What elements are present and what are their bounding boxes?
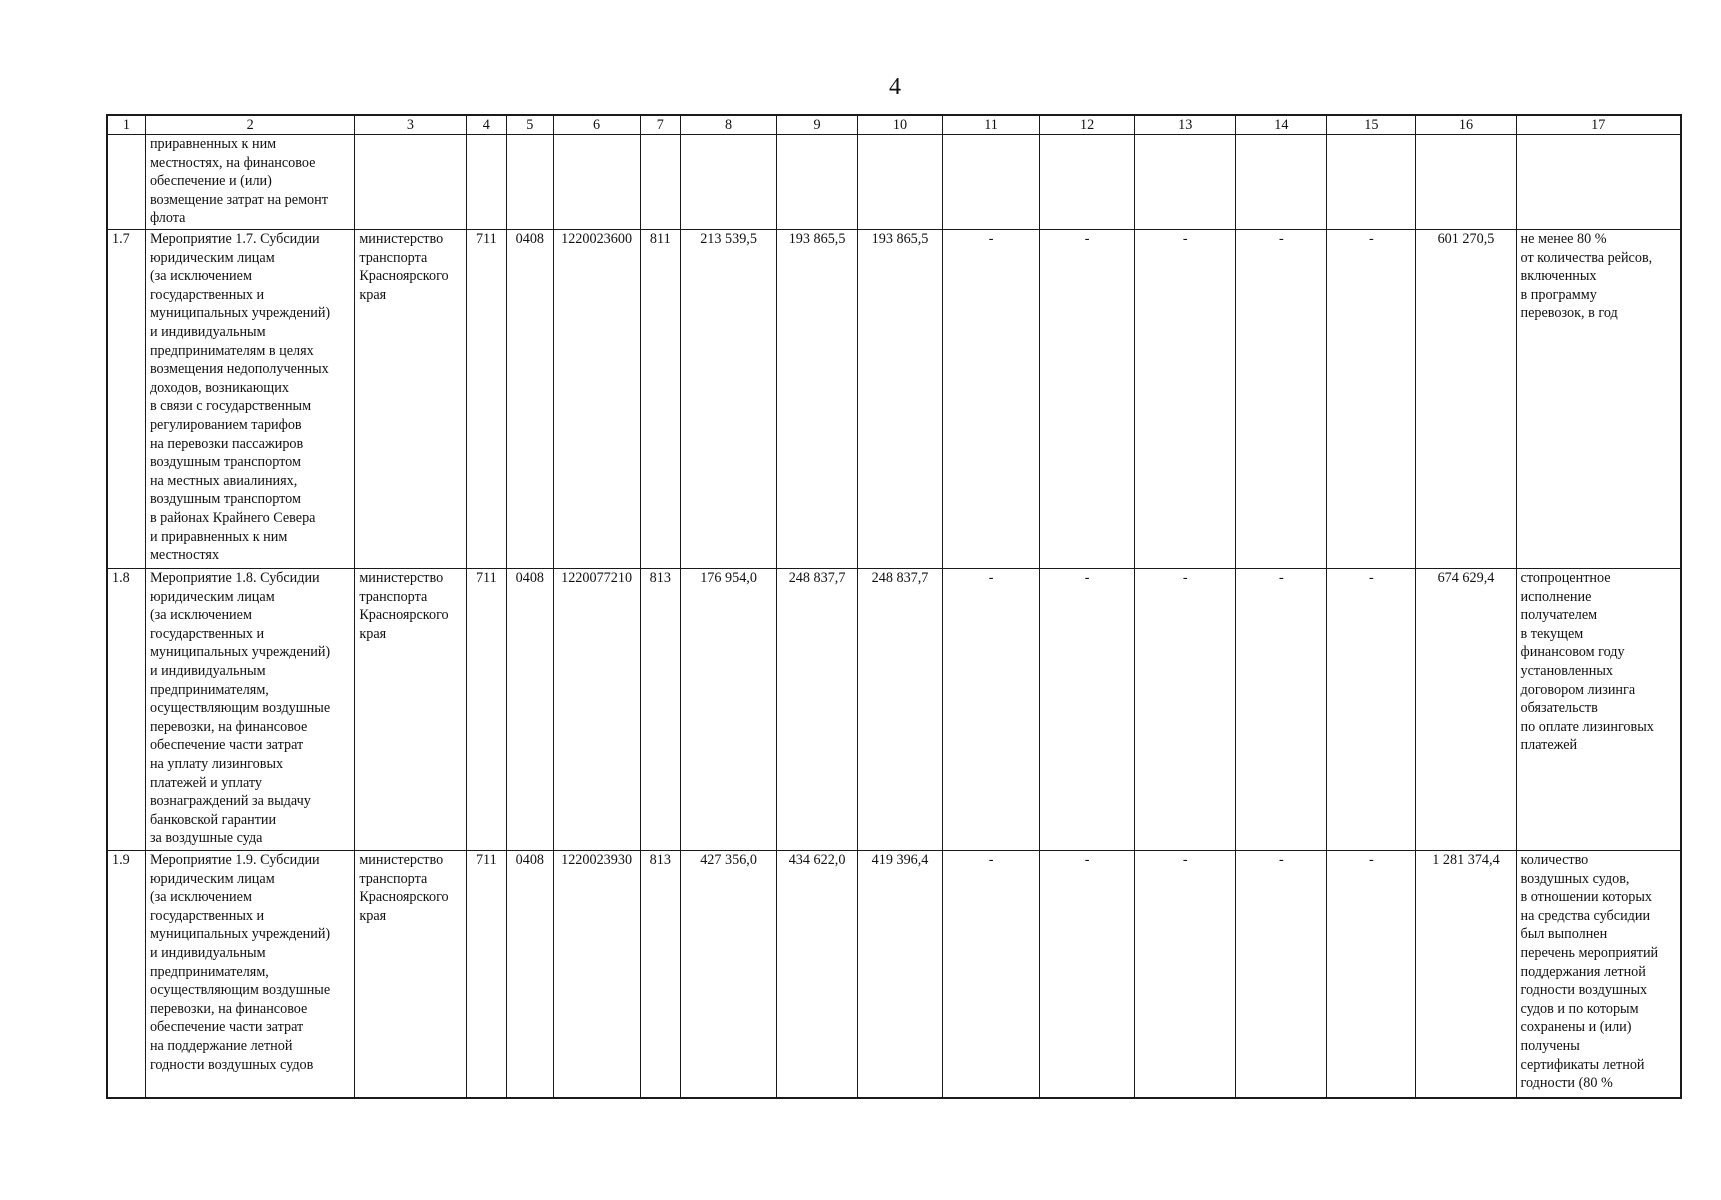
amount-year3-cell: [858, 135, 943, 230]
amount-cell: -: [1040, 230, 1135, 569]
activity-description-cell: Мероприятие 1.7. Субсидии юридическим лицам (за исключением государственных и муниципальных учреждений) и индивидуальным предпринимателям в целях возмещения недополученных доходов, возникающих в связи с государственным регулированием тарифов на перевозки пассажиров воздушным транспортом на местных авиалиниях, воздушным транспортом в районах Крайнего Севера и приравненных к ним местностях: [145, 230, 354, 569]
header-cell: 10: [858, 115, 943, 135]
amount-year2-cell: 434 622,0: [777, 851, 858, 1099]
section-code-cell: 0408: [507, 230, 554, 569]
header-cell: 1: [107, 115, 145, 135]
amount-year2-cell: 248 837,7: [777, 569, 858, 851]
program-activities-table: [106, 114, 1682, 1099]
activity-description-cell: Мероприятие 1.9. Субсидии юридическим лицам (за исключением государственных и муниципальных учреждений) и индивидуальным предпринимателям, осуществляющим воздушные перевозки, на финансовое обеспечение части затрат на поддержание летной годности воздушных судов: [145, 851, 354, 1099]
amount-cell: -: [1040, 851, 1135, 1099]
expense-type-cell: 811: [640, 230, 680, 569]
amount-year2-cell: [777, 135, 858, 230]
row-number-cell: 1.8: [107, 569, 145, 851]
total-amount-cell: 1 281 374,4: [1416, 851, 1516, 1099]
table-row: [107, 851, 1681, 1099]
target-article-cell: 1220023600: [553, 230, 640, 569]
expense-type-cell: [640, 135, 680, 230]
amount-cell: -: [1236, 230, 1327, 569]
expected-result-cell: стопроцентное исполнение получателем в текущем финансовом году установленных договором лизинга обязательств по оплате лизинговых платежей: [1516, 569, 1681, 851]
header-cell: 6: [553, 115, 640, 135]
section-code-cell: [507, 135, 554, 230]
total-amount-cell: 601 270,5: [1416, 230, 1516, 569]
amount-year1-cell: 213 539,5: [681, 230, 777, 569]
activity-description-cell: приравненных к ним местностях, на финансовое обеспечение и (или) возмещение затрат на ремонт флота: [145, 135, 354, 230]
header-cell: 11: [943, 115, 1040, 135]
amount-cell: -: [1236, 569, 1327, 851]
row-number-cell: [107, 135, 145, 230]
header-cell: 4: [466, 115, 506, 135]
table-row: [107, 569, 1681, 851]
amount-cell: -: [943, 851, 1040, 1099]
amount-cell: [1135, 135, 1236, 230]
amount-year1-cell: 427 356,0: [681, 851, 777, 1099]
expense-type-cell: 813: [640, 851, 680, 1099]
activity-description-cell: Мероприятие 1.8. Субсидии юридическим лицам (за исключением государственных и муниципальных учреждений) и индивидуальным предпринимателям, осуществляющим воздушные перевозки, на финансовое обеспечение части затрат на уплату лизинговых платежей и уплату вознаграждений за выдачу банковской гарантии за воздушные суда: [145, 569, 354, 851]
amount-cell: -: [943, 230, 1040, 569]
amount-cell: -: [1327, 569, 1416, 851]
header-cell: 2: [145, 115, 354, 135]
administrator-cell: министерство транспорта Красноярского края: [355, 851, 466, 1099]
header-cell: 16: [1416, 115, 1516, 135]
grbs-code-cell: 711: [466, 230, 506, 569]
grbs-code-cell: 711: [466, 851, 506, 1099]
header-cell: 13: [1135, 115, 1236, 135]
header-cell: 17: [1516, 115, 1681, 135]
section-code-cell: 0408: [507, 569, 554, 851]
amount-cell: -: [1327, 851, 1416, 1099]
header-cell: 9: [777, 115, 858, 135]
header-cell: 3: [355, 115, 466, 135]
row-number-cell: 1.7: [107, 230, 145, 569]
header-cell: 8: [681, 115, 777, 135]
administrator-cell: министерство транспорта Красноярского края: [355, 230, 466, 569]
amount-cell: [1327, 135, 1416, 230]
amount-year3-cell: 193 865,5: [858, 230, 943, 569]
header-cell: 7: [640, 115, 680, 135]
amount-cell: [943, 135, 1040, 230]
header-cell: 14: [1236, 115, 1327, 135]
amount-cell: -: [1327, 230, 1416, 569]
amount-year1-cell: [681, 135, 777, 230]
amount-cell: -: [943, 569, 1040, 851]
target-article-cell: 1220023930: [553, 851, 640, 1099]
row-number-cell: 1.9: [107, 851, 145, 1099]
page-number: 4: [889, 74, 901, 100]
amount-cell: -: [1135, 851, 1236, 1099]
amount-year1-cell: 176 954,0: [681, 569, 777, 851]
header-cell: 5: [507, 115, 554, 135]
amount-year3-cell: 248 837,7: [858, 569, 943, 851]
administrator-cell: министерство транспорта Красноярского края: [355, 569, 466, 851]
amount-cell: [1236, 135, 1327, 230]
expected-result-cell: [1516, 135, 1681, 230]
target-article-cell: 1220077210: [553, 569, 640, 851]
amount-cell: -: [1135, 569, 1236, 851]
amount-cell: [1040, 135, 1135, 230]
administrator-cell: [355, 135, 466, 230]
amount-cell: -: [1040, 569, 1135, 851]
header-cell: 12: [1040, 115, 1135, 135]
target-article-cell: [553, 135, 640, 230]
total-amount-cell: 674 629,4: [1416, 569, 1516, 851]
section-code-cell: 0408: [507, 851, 554, 1099]
amount-year2-cell: 193 865,5: [777, 230, 858, 569]
amount-cell: -: [1135, 230, 1236, 569]
header-cell: 15: [1327, 115, 1416, 135]
grbs-code-cell: [466, 135, 506, 230]
grbs-code-cell: 711: [466, 569, 506, 851]
column-number-row: [107, 115, 1681, 135]
total-amount-cell: [1416, 135, 1516, 230]
expected-result-cell: не менее 80 % от количества рейсов, включенных в программу перевозок, в год: [1516, 230, 1681, 569]
expense-type-cell: 813: [640, 569, 680, 851]
amount-year3-cell: 419 396,4: [858, 851, 943, 1099]
expected-result-cell: количество воздушных судов, в отношении которых на средства субсидии был выполнен перечень мероприятий поддержания летной годности воздушных судов и по которым сохранены и (или) получены сертификаты летной годности (80 %: [1516, 851, 1681, 1099]
amount-cell: -: [1236, 851, 1327, 1099]
table-row: [107, 135, 1681, 230]
table-row: [107, 230, 1681, 569]
